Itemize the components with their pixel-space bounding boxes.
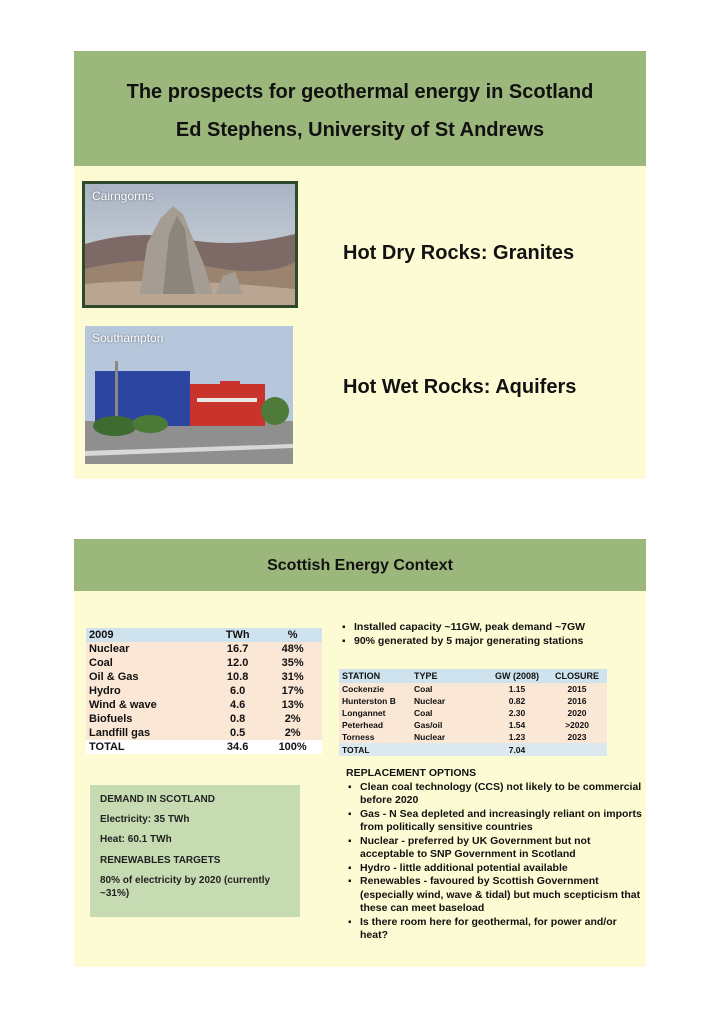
table-row (86, 712, 322, 726)
table-cell (547, 743, 607, 756)
table-cell: 100% (263, 740, 322, 754)
table-total-row (86, 740, 322, 754)
table-row (86, 670, 322, 684)
table-header: CLOSURE (547, 669, 607, 683)
table-cell: Peterhead (339, 719, 411, 731)
renewables-target: 80% of electricity by 2020 (currently ~31%) (100, 875, 271, 899)
table-header: TWh (212, 628, 263, 642)
demand-heat: Heat: 60.1 TWh (100, 834, 172, 845)
table-cell: 2016 (547, 695, 607, 707)
demand-heading: DEMAND IN SCOTLAND (100, 794, 215, 805)
table-header: TYPE (411, 669, 487, 683)
bullet-item: ▪ Renewables - favoured by Scottish Government (especially wind, wave & tidal) but much scepticism that these can meet baseload (346, 875, 646, 916)
table-cell: 1.54 (487, 719, 547, 731)
table-cell: Longannet (339, 707, 411, 719)
table-cell: 2% (263, 726, 322, 740)
table-row (86, 684, 322, 698)
table-cell: 1.23 (487, 731, 547, 743)
table-cell: Torness (339, 731, 411, 743)
table-cell: 1.15 (487, 683, 547, 695)
demand-box (90, 785, 300, 917)
table-cell: Nuclear (86, 642, 212, 656)
table-cell: 2% (263, 712, 322, 726)
title-banner (74, 51, 646, 166)
table-row (339, 731, 607, 743)
table-cell: TOTAL (339, 743, 411, 756)
slide-2 (74, 539, 646, 967)
table-row (339, 695, 607, 707)
table-cell: 2015 (547, 683, 607, 695)
heading-hot-dry-rocks: Hot Dry Rocks: Granites (343, 242, 575, 264)
cairngorms-photo (82, 181, 298, 308)
table-cell: Hunterston B (339, 695, 411, 707)
table-header-row (86, 628, 322, 642)
table-cell: 7.04 (487, 743, 547, 756)
table-cell: Hydro (86, 684, 212, 698)
presentation-title: The prospects for geothermal energy in Scotland (126, 81, 594, 103)
table-cell: 2023 (547, 731, 607, 743)
capacity-bullets (340, 621, 640, 648)
table-cell: Gas/oil (411, 719, 487, 731)
table-cell: 12.0 (212, 656, 263, 670)
table-row (86, 726, 322, 740)
table-row (86, 656, 322, 670)
photo-label-cairngorms: Cairngorms (92, 189, 155, 203)
table-cell (411, 743, 487, 756)
bullet-item: ▪ Is there room here for geothermal, for power and/or heat? (346, 916, 646, 943)
slide-1 (74, 51, 646, 479)
southampton-photo (85, 326, 293, 464)
energy-generation-table (86, 628, 322, 754)
table-cell: 16.7 (212, 642, 263, 656)
table-cell: Coal (411, 707, 487, 719)
table-cell: 31% (263, 670, 322, 684)
slide-title: Scottish Energy Context (267, 557, 453, 574)
table-cell: >2020 (547, 719, 607, 731)
table-cell: 13% (263, 698, 322, 712)
table-cell: 48% (263, 642, 322, 656)
renewables-targets-heading: RENEWABLES TARGETS (100, 855, 221, 866)
table-cell: Oil & Gas (86, 670, 212, 684)
table-header: 2009 (86, 628, 212, 642)
table-row (339, 707, 607, 719)
table-cell: 17% (263, 684, 322, 698)
table-cell: 34.6 (212, 740, 263, 754)
table-cell: Cockenzie (339, 683, 411, 695)
photo-label-southampton: Southampton (92, 331, 164, 345)
table-cell: Landfill gas (86, 726, 212, 740)
presentation-author: Ed Stephens, University of St Andrews (175, 119, 545, 141)
bullet-item: ▪ 90% generated by 5 major generating stations (340, 635, 640, 649)
demand-electricity: Electricity: 35 TWh (100, 814, 190, 825)
table-header-row (339, 669, 607, 683)
table-cell: Coal (411, 683, 487, 695)
table-cell: TOTAL (86, 740, 212, 754)
table-cell: 6.0 (212, 684, 263, 698)
replacement-heading: REPLACEMENT OPTIONS (346, 767, 477, 779)
table-header: GW (2008) (487, 669, 547, 683)
table-row (86, 642, 322, 656)
table-header: % (263, 628, 322, 642)
table-cell: 0.5 (212, 726, 263, 740)
table-cell: Biofuels (86, 712, 212, 726)
table-total-row (339, 743, 607, 756)
table-cell: 4.6 (212, 698, 263, 712)
table-cell: 0.8 (212, 712, 263, 726)
table-header: STATION (339, 669, 411, 683)
generating-stations-table (339, 669, 607, 756)
table-cell: 35% (263, 656, 322, 670)
bullet-item: ▪ Clean coal technology (CCS) not likely to be commercial before 2020 (346, 781, 646, 808)
table-row (339, 683, 607, 695)
geothermal-plant-image (85, 326, 293, 464)
table-cell: 2.30 (487, 707, 547, 719)
table-cell: Nuclear (411, 695, 487, 707)
bullet-item: ▪ Gas - N Sea depleted and increasingly reliant on imports from politically sensitive countries (346, 808, 646, 835)
table-cell: Coal (86, 656, 212, 670)
bullet-item: ▪ Hydro - little additional potential available (346, 862, 646, 876)
table-row (86, 698, 322, 712)
heading-hot-wet-rocks: Hot Wet Rocks: Aquifers (343, 376, 577, 398)
bullet-item: ▪ Installed capacity ~11GW, peak demand ~7GW (340, 621, 640, 635)
replacement-options (346, 767, 646, 943)
bullet-item: ▪ Nuclear - preferred by UK Government but not acceptable to SNP Government in Scotland (346, 835, 646, 862)
table-cell: 0.82 (487, 695, 547, 707)
table-cell: Wind & wave (86, 698, 212, 712)
table-cell: 10.8 (212, 670, 263, 684)
table-cell: 2020 (547, 707, 607, 719)
table-cell: Nuclear (411, 731, 487, 743)
table-row (339, 719, 607, 731)
